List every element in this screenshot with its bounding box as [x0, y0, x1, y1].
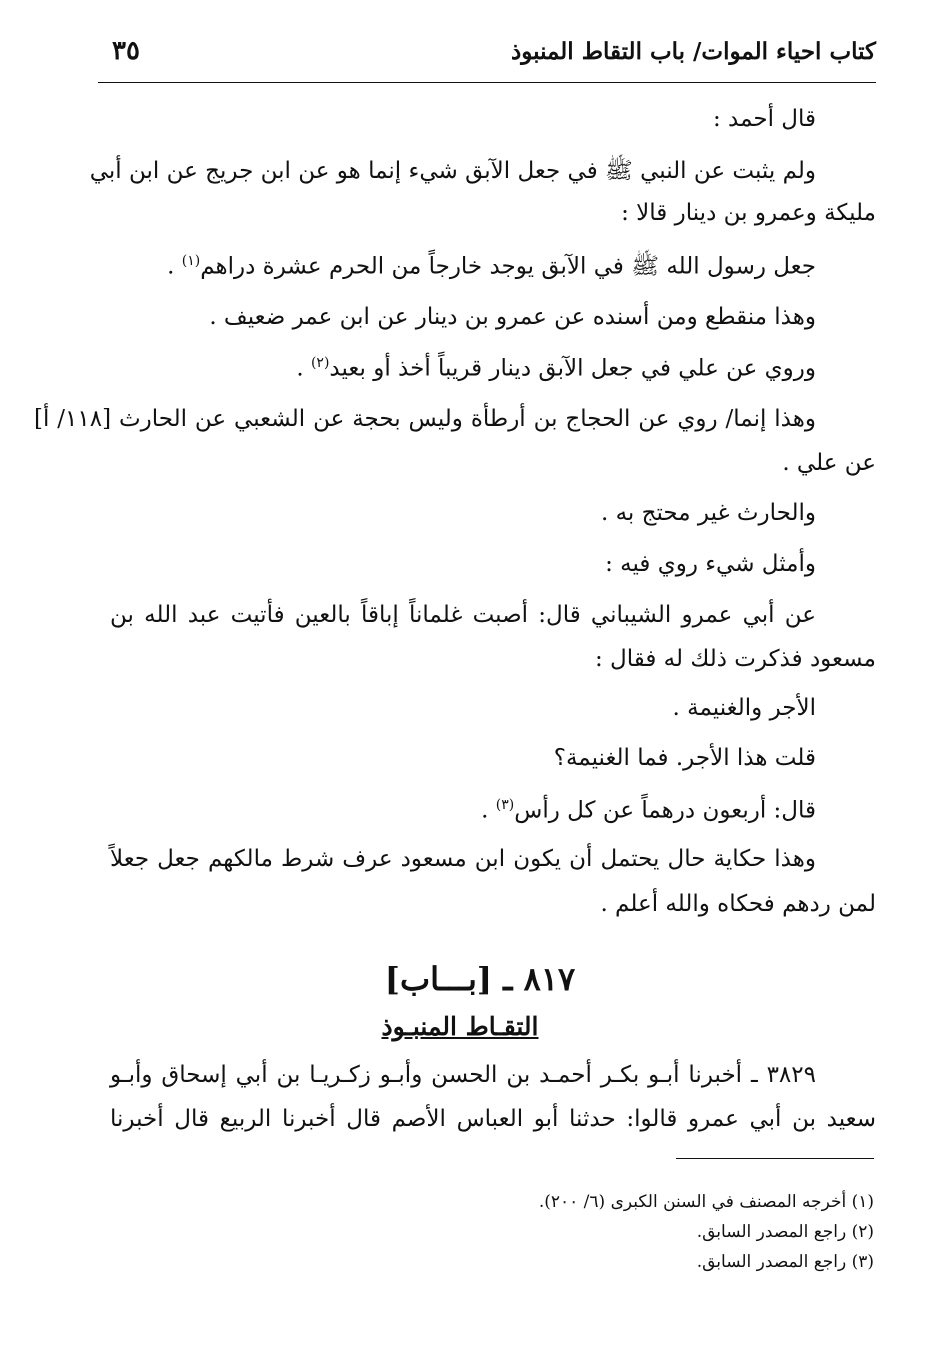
text-line: عن علي .: [782, 450, 876, 476]
text-line: قال أحمد :: [712, 106, 816, 132]
footnote: (٢) راجع المصدر السابق.: [696, 1222, 874, 1242]
header-title: كتاب احياء الموات/ باب التقاط المنبوذ: [511, 38, 876, 65]
text-run: .: [481, 797, 496, 824]
text-line: لمن ردهم فحكاه والله أعلم .: [600, 891, 876, 917]
running-header: [100, 34, 876, 76]
footnote: (١) أخرجه المصنف في السنن الكبرى (٦/ ٢٠٠).: [538, 1192, 874, 1212]
text-line: والحارث غير محتج به .: [600, 500, 816, 526]
text-line: [481, 798, 816, 823]
text-line: ولم يثبت عن النبي ﷺ في جعل الآبق شيء إنما هو عن ابن جريج عن ابن أبي: [89, 158, 816, 184]
text-line: [167, 254, 816, 279]
text-line: وهذا منقطع ومن أسنده عن عمرو بن دينار عن ابن عمر ضعيف .: [209, 304, 816, 330]
text-run: .: [296, 355, 311, 382]
footnote-marker: (٢): [310, 355, 330, 371]
hadith-line: سعيد بن أبي عمرو قالوا: حدثنا أبو العباس الأصم قال أخبرنا الربيع قال أخبرنا: [110, 1106, 876, 1132]
section-heading-title: التقـاط المنبـوذ: [381, 1012, 539, 1041]
text-line: الأجر والغنيمة .: [672, 695, 816, 721]
text-run: جعل رسول الله ﷺ في الآبق يوجد خارجاً من الحرم عشرة دراهم: [200, 253, 816, 280]
header-rule: [98, 82, 876, 83]
text-line: [296, 356, 816, 381]
text-line: وهذا حكاية حال يحتمل أن يكون ابن مسعود عرف شرط مالكهم جعل جعلاً: [110, 846, 816, 872]
text-run: قال: أربعون درهماً عن كل رأس: [514, 797, 816, 824]
hadith-line: ٣٨٢٩ ـ أخبرنا أبـو بكـر أحمـد بن الحسن وأبـو زكـريـا بن أبي إسحاق وأبـو: [110, 1062, 816, 1088]
footnote-marker: (١): [181, 253, 201, 269]
footnote-rule: [676, 1158, 874, 1159]
footnote-marker: (٣): [495, 797, 515, 813]
text-run: وروي عن علي في جعل الآبق دينار قريباً أخذ أو بعيد: [329, 355, 816, 382]
footnote: (٣) راجع المصدر السابق.: [696, 1252, 874, 1272]
text-run: .: [167, 253, 182, 280]
text-line: قلت هذا الأجر. فما الغنيمة؟: [553, 745, 816, 771]
page-number: ٣٥: [112, 36, 140, 66]
text-line: وأمثل شيء روي فيه :: [605, 551, 816, 577]
text-line: وهذا إنما/ روي عن الحجاج بن أرطأة وليس بحجة عن الشعبي عن الحارث [١١٨/ أ]: [34, 406, 816, 432]
section-heading-number: ٨١٧ ـ [بـــاب]: [384, 960, 576, 998]
text-line: مسعود فذكرت ذلك له فقال :: [594, 646, 876, 672]
text-line: مليكة وعمرو بن دينار قالا :: [621, 200, 876, 226]
text-line: عن أبي عمرو الشيباني قال: أصبت غلماناً إباقاً بالعين فأتيت عبد الله بن: [110, 602, 816, 628]
